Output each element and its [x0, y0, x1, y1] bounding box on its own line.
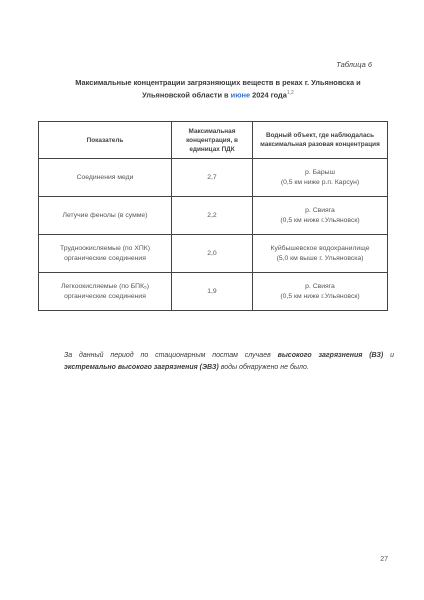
table-header-row — [39, 122, 388, 159]
row-indicator: Соединения меди — [39, 159, 172, 197]
note-text-1: За данный период по стационарным постам случаев — [64, 352, 271, 359]
row-location-line2: (0,5 км ниже г.Ульяновск) — [280, 216, 360, 224]
row-indicator: Трудноокисляемые (по ХПК) органические соединения — [39, 235, 172, 273]
row-value: 2,7 — [172, 159, 253, 197]
table-row — [39, 159, 388, 197]
table-label: Таблица 6 — [336, 60, 372, 69]
page-number: 27 — [380, 556, 388, 563]
header-water-body: Водный объект, где наблюдалась максимальная разовая концентрация — [253, 122, 388, 159]
heading-month: июне — [230, 90, 251, 100]
row-location-line1: р. Свияга — [305, 206, 335, 214]
table-row — [39, 235, 388, 273]
concentration-table — [38, 121, 388, 311]
row-location — [253, 159, 388, 197]
row-indicator: Летучие фенолы (в сумме) — [39, 197, 172, 235]
heading-text-end: 2024 года — [252, 90, 287, 100]
row-location — [253, 235, 388, 273]
row-location — [253, 197, 388, 235]
row-value: 1,9 — [172, 273, 253, 311]
note-text-3: воды обнаружено не было. — [220, 363, 309, 371]
row-location-line2: (0,5 км ниже г.Ульяновск) — [280, 292, 360, 300]
heading-text-start: Максимальные концентрации загрязняющих веществ в реках г. Ульяновска и Ульяновской области в — [75, 78, 361, 100]
table-row — [39, 197, 388, 235]
row-location-line1: Куйбышевское водохранилище — [270, 244, 370, 252]
row-location-line1: р. Свияга — [305, 282, 335, 290]
row-value: 2,0 — [172, 235, 253, 273]
row-location — [253, 273, 388, 311]
header-indicator: Показатель — [39, 122, 172, 159]
note-bold-extreme-pollution: экстремально высокого загрязнения (ЭВЗ) — [64, 363, 219, 371]
row-location-line2: (5,0 км выше г. Ульяновска) — [276, 254, 364, 262]
note-text-2: и — [390, 352, 395, 359]
table-row — [39, 273, 388, 311]
row-location-line1: р. Барыш — [305, 168, 335, 176]
heading-footnote-mark: 1,2 — [286, 90, 294, 96]
row-indicator: Легкоокисляемые (по БПК₅) органические соединения — [39, 273, 172, 311]
row-value: 2,2 — [172, 197, 253, 235]
header-max-concentration: Максимальная концентрация, в единицах ПДК — [172, 122, 253, 159]
note-bold-high-pollution: высокого загрязнения (ВЗ) — [277, 352, 384, 359]
note-paragraph — [64, 350, 394, 373]
table-heading — [60, 77, 376, 100]
row-location-line2: (0,5 км ниже р.п. Карсун) — [280, 178, 360, 186]
